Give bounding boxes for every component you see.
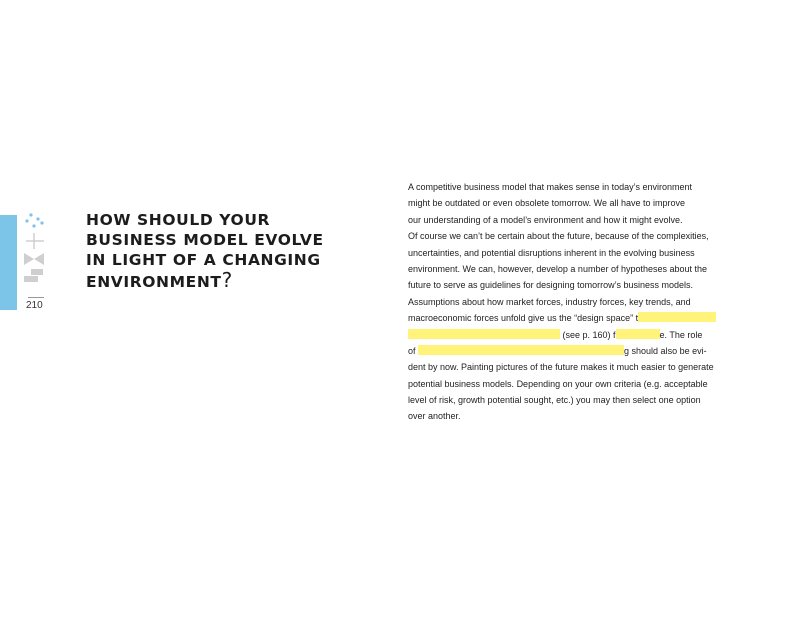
text-segment: of	[408, 345, 416, 356]
text-highlight	[638, 312, 716, 322]
text-line: Of course we can’t be certain about the future, because of the complexities,	[408, 231, 709, 242]
text-line: potential business models. Depending on your own criteria (e.g. acceptable	[408, 378, 708, 389]
text-line: over another.	[408, 411, 461, 422]
bowtie-icon	[22, 252, 48, 266]
page-number: 210	[26, 300, 43, 311]
text-segment: (see p. 160) f	[562, 329, 616, 340]
section-icons	[22, 212, 48, 286]
title-last-word: ENVIRONMENT	[86, 273, 222, 291]
text-highlight	[408, 329, 560, 339]
text-segment: e. The role	[659, 329, 703, 340]
text-line	[408, 310, 728, 326]
text-segment: macroeconomic forces unfold give us the “design space” t	[408, 313, 639, 324]
title-line: IN LIGHT OF A CHANGING	[86, 251, 321, 269]
title-line	[86, 270, 376, 292]
text-line: environment. We can, however, develop a number of hypotheses about the	[408, 263, 708, 274]
text-segment: g should also be evi-	[624, 345, 707, 356]
text-line	[408, 327, 728, 343]
body-paragraph	[408, 179, 728, 425]
text-line: Assumptions about how market forces, industry forces, key trends, and	[408, 296, 691, 307]
crosshair-icon	[22, 233, 48, 249]
text-line: might be outdated or even obsolete tomorrow. We all have to improve	[408, 198, 685, 209]
stacked-blocks-icon	[22, 269, 48, 283]
title-question-mark: ?	[221, 268, 233, 292]
title-line: BUSINESS MODEL EVOLVE	[86, 231, 324, 249]
text-highlight	[418, 345, 624, 355]
text-line: A competitive business model that makes sense in today’s environment	[408, 182, 692, 192]
dots-cluster-icon	[22, 212, 48, 230]
text-line: dent by now. Painting pictures of the future makes it much easier to generate	[408, 362, 714, 373]
text-line: future to serve as guidelines for designing tomorrow’s business models.	[408, 280, 693, 291]
text-line: our understanding of a model’s environment and how it might evolve.	[408, 214, 683, 225]
text-highlight	[616, 329, 660, 339]
text-line: uncertainties, and potential disruptions inherent in the evolving business	[408, 247, 695, 258]
page-title	[86, 210, 376, 292]
text-line: level of risk, growth potential sought, etc.) you may then select one option	[408, 395, 701, 406]
title-line: HOW SHOULD YOUR	[86, 211, 271, 229]
text-line	[408, 343, 728, 359]
page-number-rule	[28, 297, 44, 298]
chapter-tab-marker	[0, 215, 17, 310]
